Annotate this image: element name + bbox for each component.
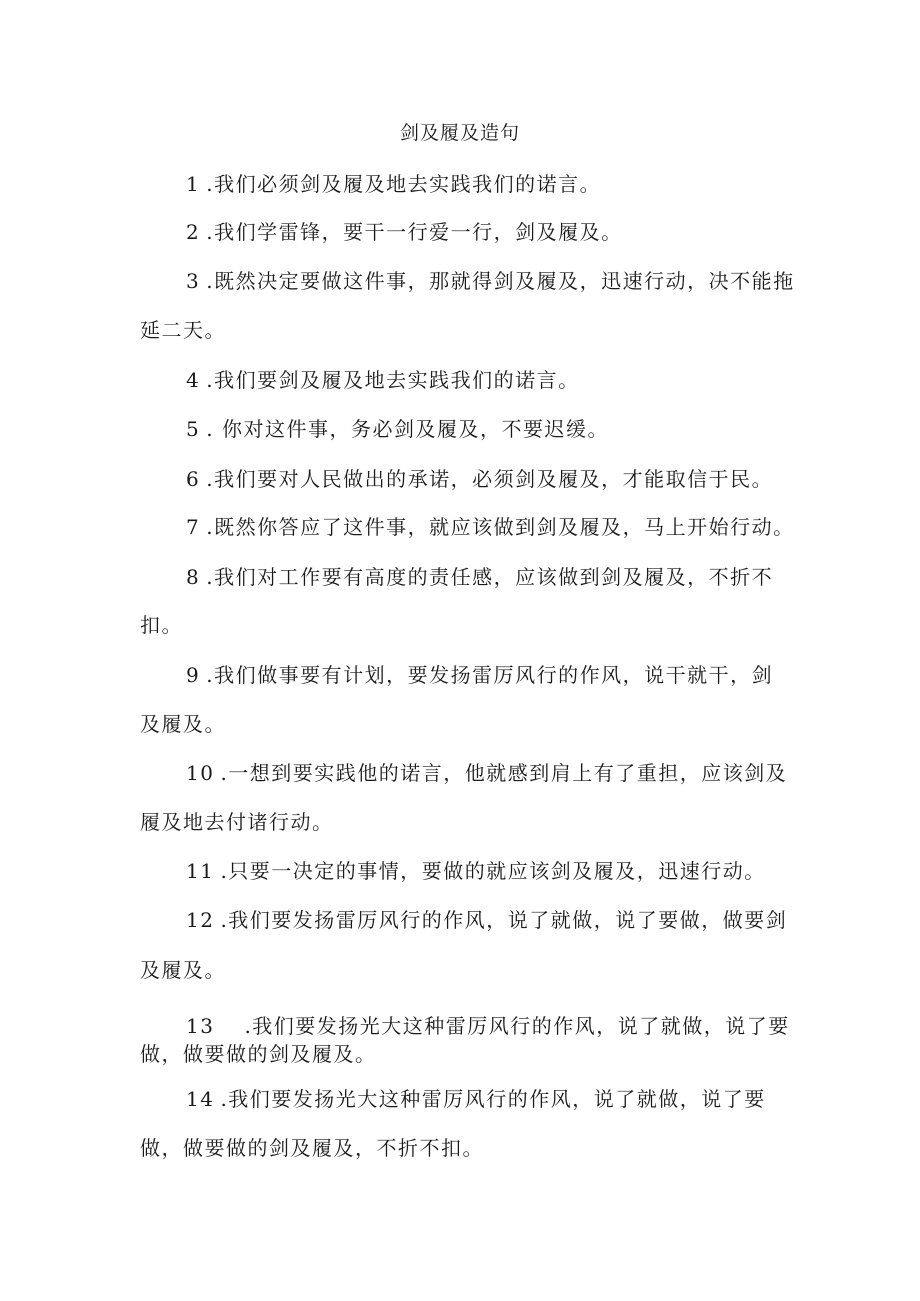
sentence-number: 14	[186, 1087, 215, 1111]
sentence-number: 11	[186, 859, 215, 883]
sentence-number: 5	[186, 417, 201, 441]
sentence-number: 1	[186, 172, 201, 196]
sentence-text: .我们要剑及履及地去实践我们的诺言。	[206, 368, 580, 392]
sentence-number: 3	[186, 269, 201, 293]
sentence-9	[186, 661, 773, 689]
sentence-14-continuation: 做，做要做的剑及履及，不折不扣。	[140, 1136, 484, 1160]
sentence-13	[186, 1012, 790, 1040]
sentence-8-continuation: 扣。	[140, 613, 183, 637]
sentence-text: .我们要发扬光大这种雷厉风行的作风，说了就做，说了要	[220, 1087, 766, 1111]
sentence-number: 2	[186, 220, 201, 244]
sentence-10-continuation: 履及地去付诸行动。	[140, 810, 334, 834]
sentence-number: 8	[186, 565, 201, 589]
sentence-text: .既然决定要做这件事，那就得剑及履及，迅速行动，决不能拖	[206, 269, 795, 293]
sentence-text: .我们要发扬光大这种雷厉风行的作风，说了就做，说了要	[244, 1014, 790, 1038]
sentence-text: .我们做事要有计划，要发扬雷厉风行的作风，说干就干，剑	[206, 663, 774, 687]
sentence-3	[186, 267, 795, 295]
sentence-text: .我们要发扬雷厉风行的作风，说了就做，说了要做，做要剑	[220, 908, 788, 932]
sentence-8	[186, 563, 773, 591]
sentence-12	[186, 906, 787, 934]
sentence-11	[186, 857, 766, 885]
sentence-9-continuation: 及履及。	[140, 712, 226, 736]
sentence-6	[186, 465, 773, 493]
sentence-text: .我们对工作要有高度的责任感，应该做到剑及履及，不折不	[206, 565, 774, 589]
sentence-text: .一想到要实践他的诺言，他就感到肩上有了重担，应该剑及	[220, 761, 788, 785]
sentence-4	[186, 366, 580, 394]
sentence-14	[186, 1085, 766, 1113]
sentence-2	[186, 218, 623, 246]
sentence-text: .只要一决定的事情，要做的就应该剑及履及，迅速行动。	[220, 859, 766, 883]
sentence-1	[186, 170, 601, 198]
sentence-7	[186, 513, 795, 541]
sentence-3-continuation: 延二天。	[140, 318, 226, 342]
sentence-text: . 你对这件事，务必剑及履及，不要迟缓。	[206, 417, 609, 441]
sentence-text: .我们要对人民做出的承诺，必须剑及履及，才能取信于民。	[206, 467, 774, 491]
sentence-number: 12	[186, 908, 215, 932]
sentence-text: .我们学雷锋，要干一行爱一行，剑及履及。	[206, 220, 623, 244]
sentence-number: 7	[186, 515, 201, 539]
sentence-number: 4	[186, 368, 201, 392]
sentence-number: 6	[186, 467, 201, 491]
document-title: 剑及履及造句	[399, 122, 520, 144]
sentence-number: 9	[186, 663, 201, 687]
sentence-text: .我们必须剑及履及地去实践我们的诺言。	[206, 172, 602, 196]
sentence-10	[186, 759, 787, 787]
sentence-number: 10	[186, 761, 215, 785]
sentence-12-continuation: 及履及。	[140, 958, 226, 982]
sentence-number: 13	[186, 1014, 215, 1038]
sentence-text: .既然你答应了这件事，就应该做到剑及履及，马上开始行动。	[206, 515, 795, 539]
sentence-5	[186, 415, 609, 443]
sentence-13-continuation: 做，做要做的剑及履及。	[140, 1042, 377, 1066]
